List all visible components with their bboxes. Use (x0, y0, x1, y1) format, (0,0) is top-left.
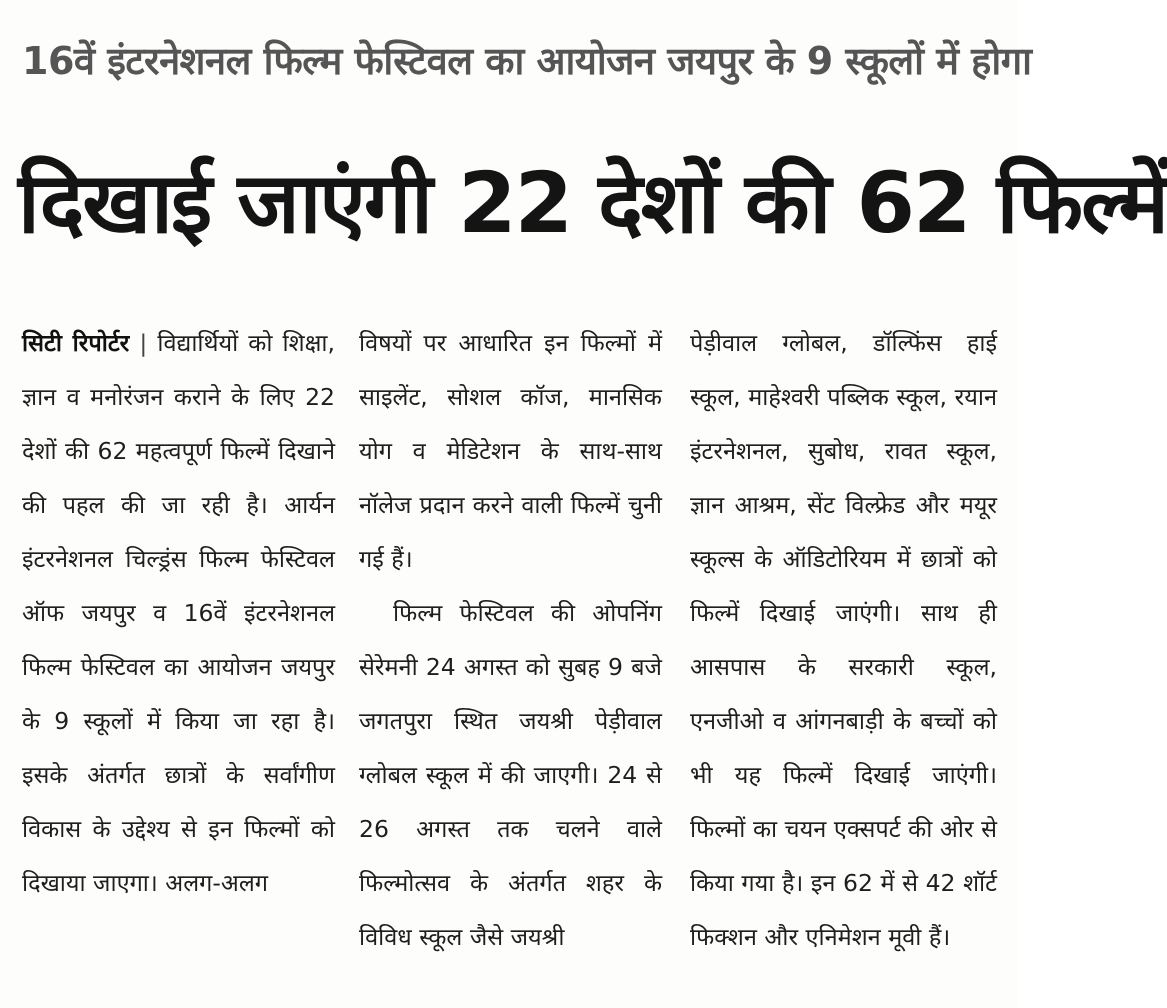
column-2-text: फिल्म फेस्टिवल की ओपनिंग सेरेमनी 24 अगस्त को सुबह 9 बजे जगतपुरा स्थित जयश्री पेड़ीवाल ग्लोबल स्कूल में की जाएगी। 24 से 26 अगस्त तक चलने वाले फिल्मोत्सव के अंतर्गत शहर के विविध स्कूल जैसे जयश्री (359, 599, 662, 951)
article-column-2 (359, 316, 662, 976)
article-column-1 (22, 316, 335, 976)
article-paragraph: पेड़ीवाल ग्लोबल, डॉल्फिंस हाई स्कूल, माहेश्वरी पब्लिक स्कूल, रयान इंटरनेशनल, सुबोध, रावत स्कूल, ज्ञान आश्रम, सेंट विल्फ्रेड और मयूर स्कूल्स के ऑडिटोरियम में छात्रों को फिल्में दिखाई जाएंगी। साथ ही आसपास के सरकारी स्कूल, एनजीओ व आंगनबाड़ी के बच्चों को भी यह फिल्में दिखाई जाएंगी। फिल्मों का चयन एक्सपर्ट की ओर से किया गया है। इन 62 में से 42 शॉर्ट फिक्शन और एनिमेशन मूवी हैं। (690, 329, 997, 951)
article-column-3 (690, 316, 997, 976)
article-paragraph (359, 586, 662, 964)
byline-separator: | (139, 329, 148, 357)
main-headline: दिखाई जाएंगी 22 देशों की 62 फिल्में (18, 154, 1167, 252)
article-body (22, 316, 997, 976)
article-paragraph: विषयों पर आधारित इन फिल्मों में साइलेंट, सोशल कॉज, मानसिक योग व मेडिटेशन के साथ-साथ नॉलेज प्रदान करने वाली फिल्में चुनी गई हैं। (359, 329, 662, 573)
byline: सिटी रिपोर्टर (22, 329, 130, 357)
column-1-text: विद्यार्थियों को शिक्षा, ज्ञान व मनोरंजन कराने के लिए 22 देशों की 62 महत्वपूर्ण फिल्में दिखाने की पहल की जा रही है। आर्यन इंटरनेशनल चिल्ड्रंस फिल्म फेस्टिवल ऑफ जयपुर व 16वें इंटरनेशनल फिल्म फेस्टिवल का आयोजन जयपुर के 9 स्कूलों में किया जा रहा है। इसके अंतर्गत छात्रों के सर्वांगीण विकास के उद्देश्य से इन फिल्मों को दिखाया जाएगा। अलग-अलग (22, 329, 335, 897)
kicker-headline: 16वें इंटरनेशनल फिल्म फेस्टिवल का आयोजन जयपुर के 9 स्कूलों में होगा (22, 39, 1032, 83)
article-paragraph (22, 316, 335, 910)
